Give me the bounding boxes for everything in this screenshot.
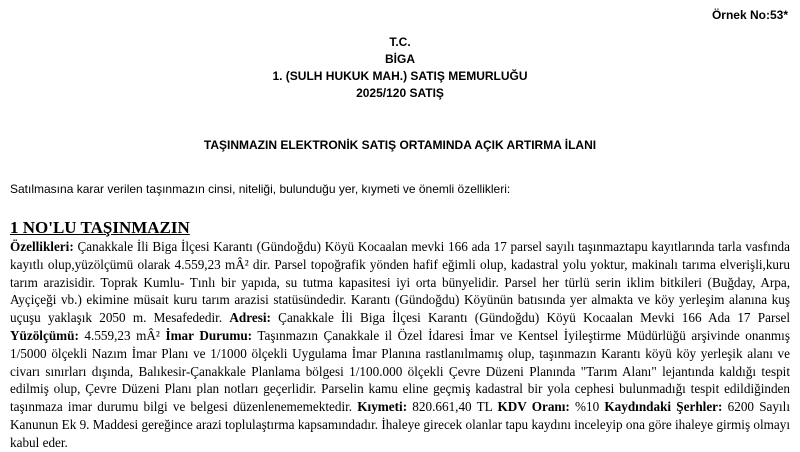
property-details bbox=[10, 238, 790, 452]
annotations-text: 6200 Sayılı Kanunun Ek 9. Maddesi gereğince arazi toplulaştırma kapsamındadır. İhaleye girecek olanlar tapu kaydını inceleyip ona göre ihaleye girmiş olmayı kabul eder. bbox=[10, 399, 790, 450]
area-label: Yüzölçümü: bbox=[10, 327, 79, 343]
value-text: 820.661,40 TL bbox=[407, 399, 498, 415]
intro-text: Satılmasına karar verilen taşınmazın cinsi, niteliği, bulunduğu yer, kıymeti ve önemli özellikleri: bbox=[10, 182, 511, 196]
value-label: Kıymeti: bbox=[357, 399, 408, 415]
annotations-label: Kaydındaki Şerhler: bbox=[604, 399, 723, 415]
document-header bbox=[0, 34, 800, 102]
vat-label: KDV Oranı: bbox=[497, 399, 570, 415]
features-label: Özellikleri: bbox=[10, 239, 74, 254]
header-city: BİGA bbox=[385, 52, 415, 66]
header-office: 1. (SULH HUKUK MAH.) SATIŞ MEMURLUĞU bbox=[272, 69, 528, 83]
zoning-label: İmar Durumu: bbox=[165, 327, 253, 343]
header-tc: T.C. bbox=[389, 35, 411, 49]
notice-title: TAŞINMAZIN ELEKTRONİK SATIŞ ORTAMINDA AÇIK ARTIRMA İLANI bbox=[203, 138, 597, 152]
header-file-number: 2025/120 SATIŞ bbox=[356, 86, 444, 100]
zoning-text: Taşınmazın Çanakkale il Özel İdaresi İmar ve Kentsel İyileştirme Müdürlüğü arşivinde onanmış 1/5000 ölçekli Nazım İmar Planı ve 1/1000 ölçekli Uygulama İmar Planına rastlanılmamış olup, taşınmazın Karantı köyü köy yerleşik alanı ve civarı sınırları dışında, Balıkesir-Çanakkale Planlama bölgesi 1/100.000 ölçekli Çevre Düzeni Planında "Tarım Alanı" lejantında kaldığı tespit edilmiş olup, Çevre Düzeni Planı plan notları geçerlidir. Parselin kamu eline geçmiş kadastral bir yola cephesi bulunmadığı tespit edildiğinden taşınmaza imar durumu bilgi ve belgesi düzenlenememektedir. bbox=[10, 327, 790, 415]
address-label: Adresi: bbox=[229, 310, 271, 326]
area-text: 4.559,23 mÂ² bbox=[78, 327, 166, 343]
ornek-number: Örnek No:53* bbox=[711, 8, 788, 22]
section-title: 1 NO'LU TAŞINMAZIN bbox=[10, 218, 190, 237]
features-text: Çanakkale İli Biga İlçesi Karantı (Gündoğdu) Köyü Kocaalan mevki 166 ada 17 parsel sayılı taşınmaztapu kayıtlarında tarla vasfında kayıtlı olup,yüzölçümü olarak 4.559,23 mÂ² dir. Parsel topoğrafik yönden hafif eğimli olup, kadastral yolu yoktur, makinalı tarıma elverişli,kuru tarım arazisidir. Toprak Kumlu- Tınlı bir yapıda, su tutma kapasitesi iyi orta bünyelidir. Parsel her türlü serin iklim bitkileri (Buğday, Arpa, Ayçiçeği vb.) ekimine müsait kuru tarım arazisi statüsündedir. Karantı (Gündoğdu) Köyünün batısında yer almakta ve köy yerleşim alanına kuş uçuşu yaklaşık 2050 m. Mesafededir. bbox=[10, 239, 790, 326]
address-text: Çanakkale İli Biga İlçesi Karantı (Gündoğdu) Köyü Kocaalan Mevki 166 Ada 17 Parsel bbox=[270, 310, 790, 326]
vat-text: %10 bbox=[569, 399, 605, 415]
